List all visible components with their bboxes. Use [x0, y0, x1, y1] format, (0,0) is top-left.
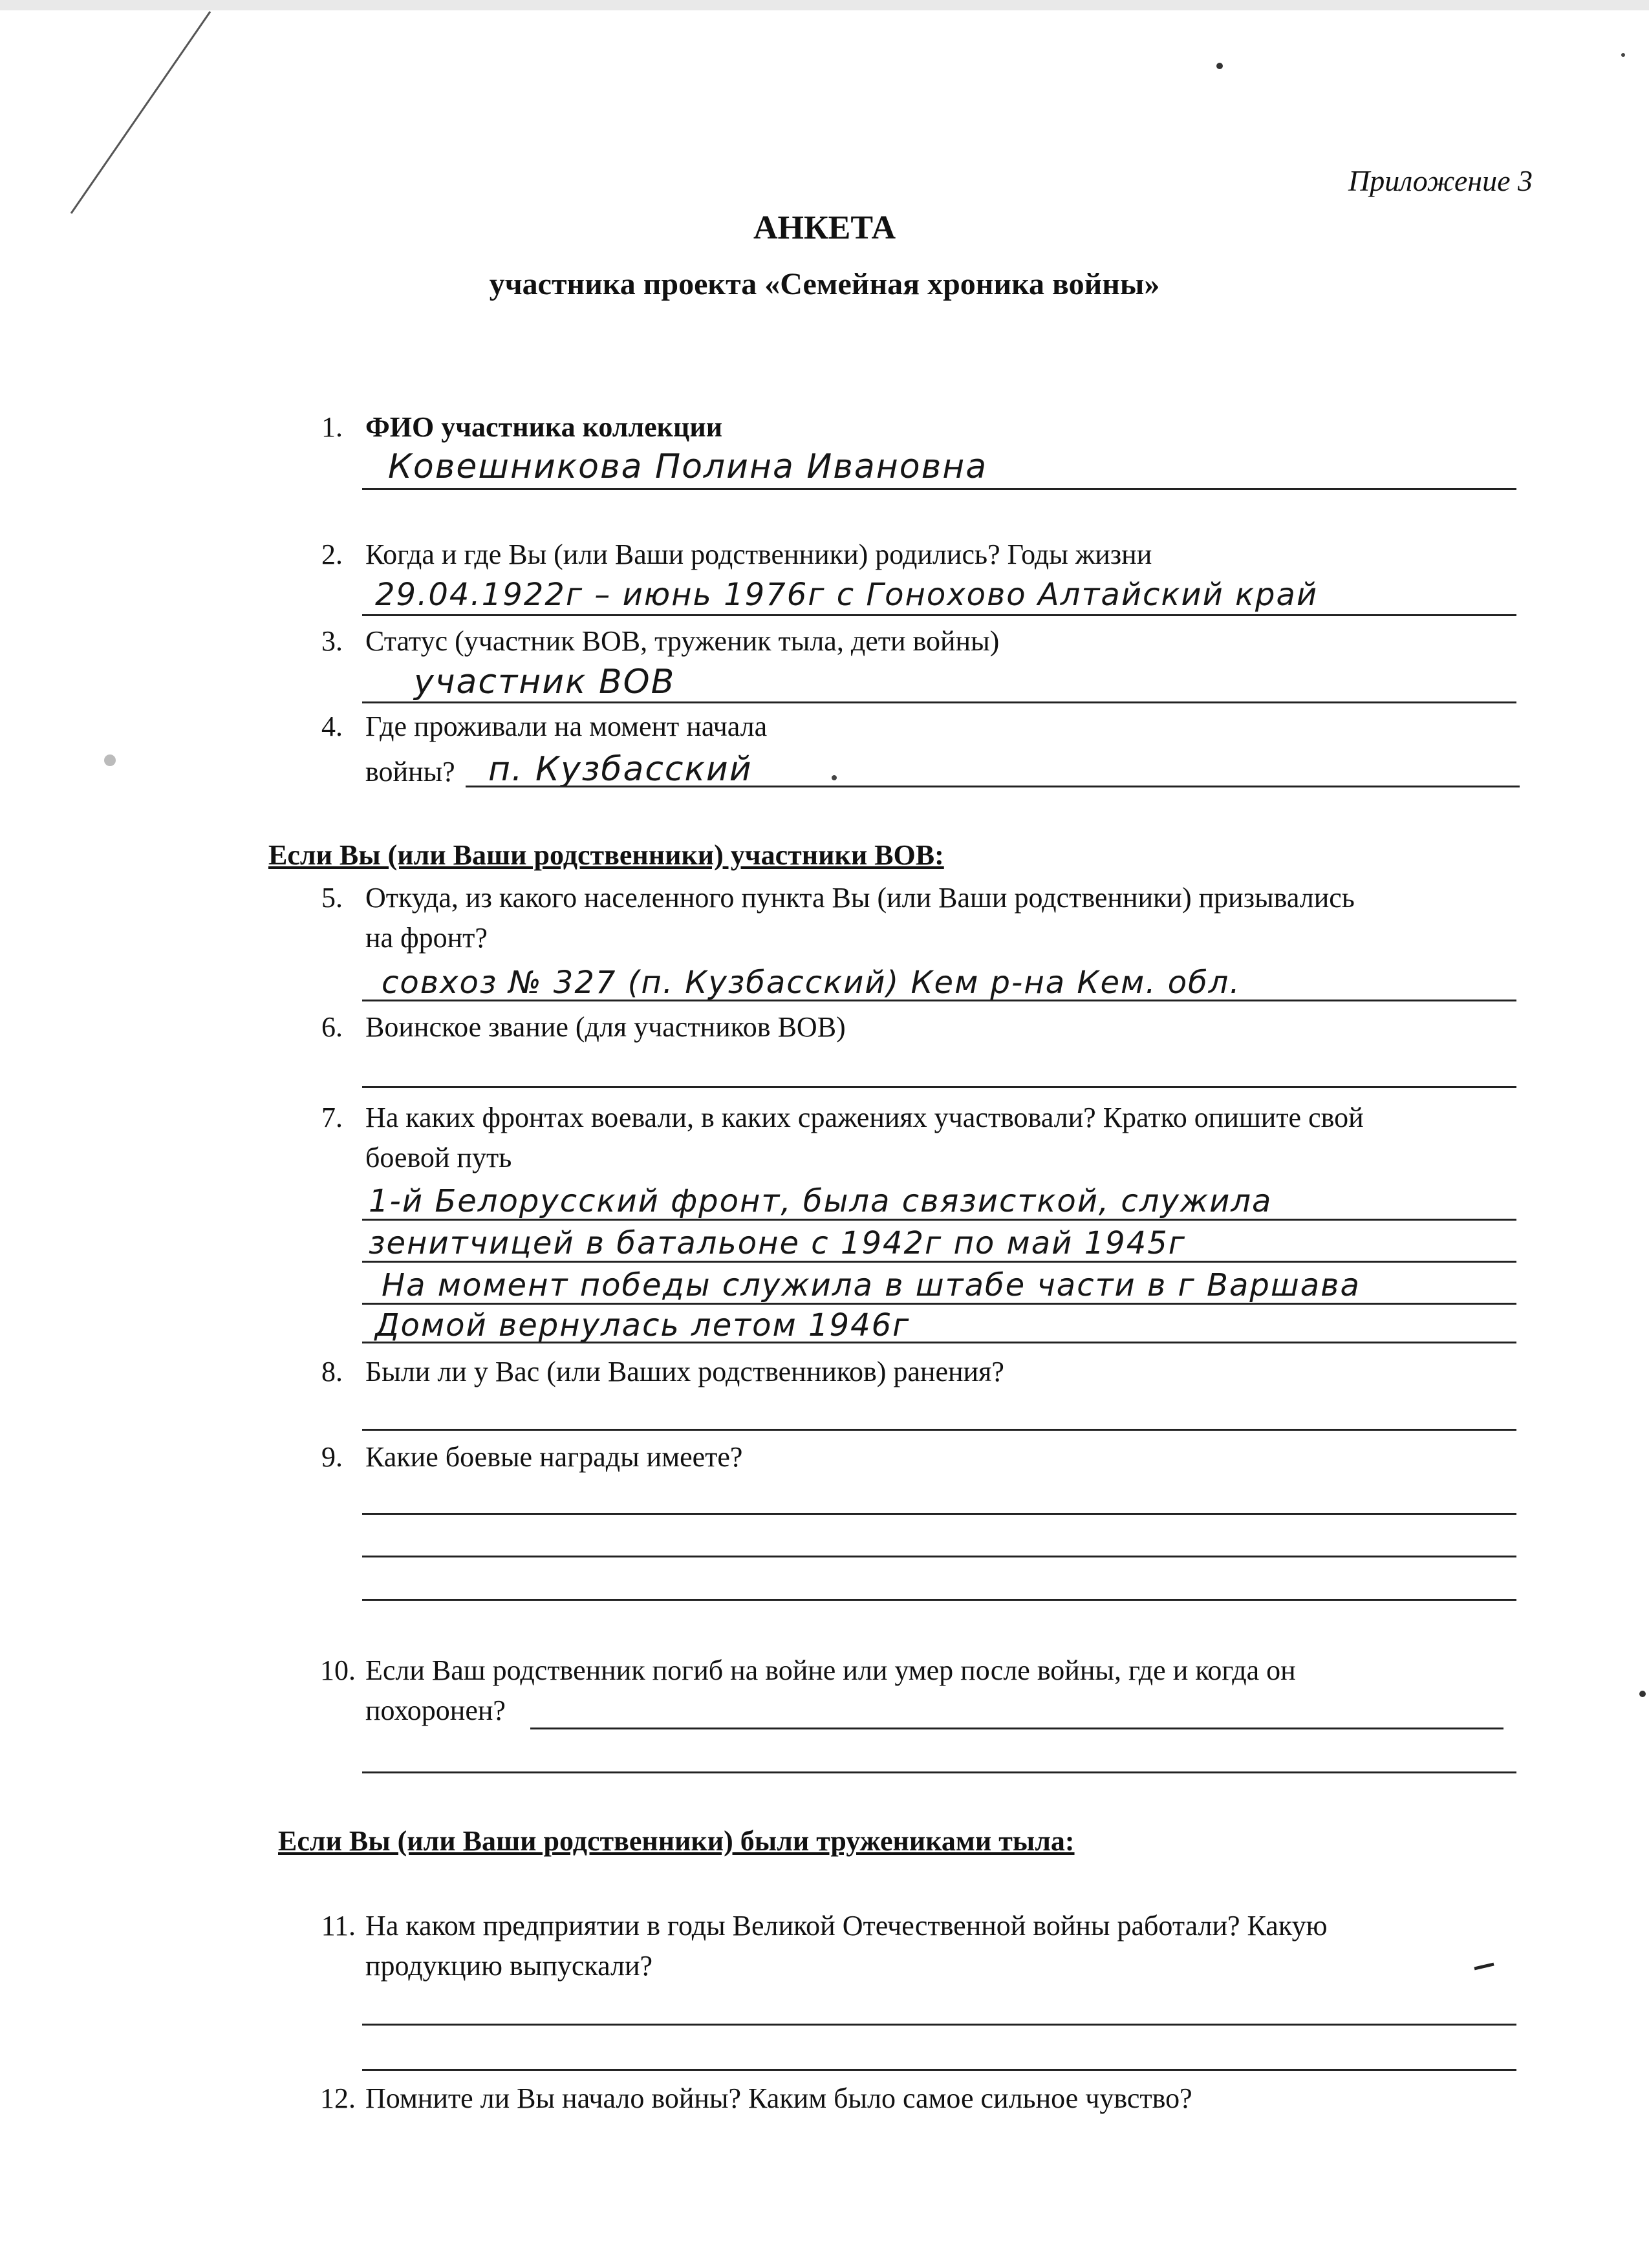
q2-number: 2. — [321, 539, 343, 570]
q3-question: Статус (участник ВОВ, труженик тыла, дети войны) — [365, 625, 1000, 657]
q7-answer-rule — [362, 1261, 1516, 1263]
q4-number: 4. — [321, 711, 343, 742]
q12-number: 12. — [320, 2082, 356, 2114]
q10-question-line2: похоронен? — [365, 1695, 506, 1726]
q9-question: Какие боевые награды имеете? — [365, 1441, 743, 1473]
q7-answer-rule — [362, 1342, 1516, 1343]
q3-number: 3. — [321, 625, 343, 657]
q10-answer-line — [530, 1728, 1503, 1729]
q3-answer-line — [362, 701, 1516, 703]
section-veterans-heading: Если Вы (или Ваши родственники) участники ВОВ: — [268, 839, 944, 871]
q4-question-line2: войны? — [365, 756, 455, 787]
q10-answer-line — [362, 1771, 1516, 1773]
q9-number: 9. — [321, 1441, 343, 1473]
form-title: АНКЕТА — [753, 209, 896, 246]
q6-question: Воинское звание (для участников ВОВ) — [365, 1011, 846, 1043]
speck — [1474, 1964, 1494, 1969]
q9-answer-line — [362, 1513, 1516, 1515]
q7-question-line1: На каких фронтах воевали, в каких сражениях участвовали? Кратко опишите свой — [365, 1102, 1364, 1133]
q11-answer-line — [362, 2024, 1516, 2026]
q3-answer: участник ВОВ — [414, 663, 676, 701]
q6-number: 6. — [321, 1011, 343, 1043]
appendix-label: Приложение 3 — [1348, 164, 1533, 197]
q4-answer-line — [466, 786, 1520, 787]
speck — [1621, 53, 1625, 57]
q7-number: 7. — [321, 1102, 343, 1133]
speck — [1639, 1691, 1646, 1697]
q9-answer-line — [362, 1556, 1516, 1557]
q8-number: 8. — [321, 1356, 343, 1387]
q7-answer-line2: зенитчицей в батальоне с 1942г по май 1945г — [369, 1225, 1186, 1261]
q8-question: Были ли у Вас (или Ваших родственников) ранения? — [365, 1356, 1004, 1387]
q4-answer: п. Кузбасский — [488, 750, 753, 789]
q7-question-line2: боевой путь — [365, 1142, 512, 1173]
q9-answer-line — [362, 1599, 1516, 1601]
q10-question-line1: Если Ваш родственник погиб на войне или умер после войны, где и когда он — [365, 1654, 1296, 1686]
speck — [1216, 63, 1223, 69]
q2-answer: 29.04.1922г – июнь 1976г с Гонохово Алтайский край — [375, 577, 1319, 613]
q6-answer-line — [362, 1086, 1516, 1088]
q2-answer-line — [362, 614, 1516, 616]
q1-answer-line — [362, 488, 1516, 490]
q4-question-line1: Где проживали на момент начала — [365, 711, 768, 742]
speck — [832, 775, 837, 780]
q5-question-line2: на фронт? — [365, 922, 488, 954]
q5-answer: совхоз № 327 (п. Кузбасский) Кем р-на Кем. обл. — [382, 965, 1241, 1001]
q1-number: 1. — [321, 411, 343, 443]
q8-answer-line — [362, 1429, 1516, 1431]
section-home-front-heading: Если Вы (или Ваши родственники) были тружениками тыла: — [278, 1825, 1075, 1857]
q1-answer: Ковешникова Полина Ивановна — [388, 447, 988, 486]
q7-answer-line4: Домой вернулась летом 1946г — [375, 1307, 911, 1343]
q5-answer-line — [362, 1000, 1516, 1001]
form-subtitle: участника проекта «Семейная хроника войны» — [489, 267, 1160, 301]
q5-number: 5. — [321, 882, 343, 914]
q11-question-line1: На каком предприятии в годы Великой Отечественной войны работали? Какую — [365, 1910, 1328, 1942]
q2-question: Когда и где Вы (или Ваши родственники) родились? Годы жизни — [365, 539, 1152, 570]
q11-answer-line — [362, 2069, 1516, 2071]
q1-question: ФИО участника коллекции — [365, 411, 723, 443]
q11-question-line2: продукцию выпускали? — [365, 1950, 653, 1982]
q12-question: Помните ли Вы начало войны? Каким было самое сильное чувство? — [365, 2082, 1192, 2114]
q10-number: 10. — [320, 1654, 356, 1686]
q7-answer-line1: 1-й Белорусский фронт, была связисткой, служила — [369, 1183, 1273, 1219]
speck — [104, 754, 116, 766]
q7-answer-rule — [362, 1219, 1516, 1221]
fold-mark — [71, 12, 210, 213]
q5-question-line1: Откуда, из какого населенного пункта Вы (или Ваши родственники) призывались — [365, 882, 1355, 914]
q11-number: 11. — [321, 1910, 356, 1942]
q7-answer-rule — [362, 1303, 1516, 1305]
q7-answer-line3: На момент победы служила в штабе части в г Варшава — [382, 1267, 1361, 1303]
